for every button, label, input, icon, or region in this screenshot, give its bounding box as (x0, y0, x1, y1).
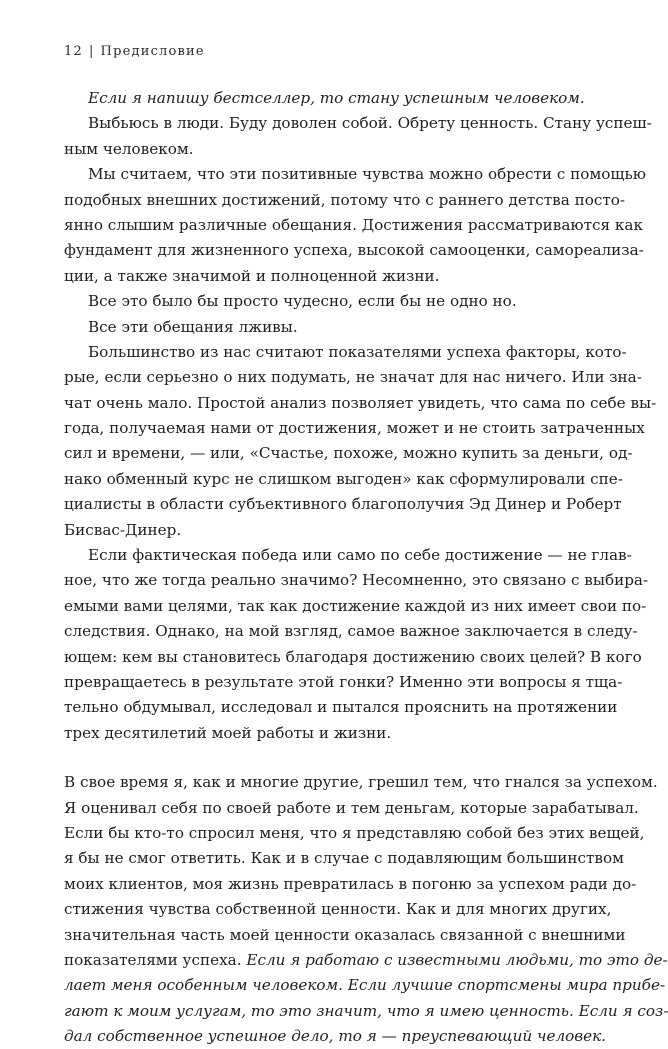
text-line: тельно обдумывал, исследовал и пытался прояснить на протяжении (64, 698, 618, 717)
text-line: Все это было бы просто чудесно, если бы не одно но. (88, 292, 517, 311)
text-line: Если фактическая победа или само по себе достижение — не глав- (88, 546, 632, 565)
text-line: Выбьюсь в люди. Буду доволен собой. Обрету ценность. Стану успеш- (88, 114, 652, 133)
text-line: дал собственное успешное дело, то я — преуспевающий человек. (64, 1027, 606, 1046)
text-line: В свое время я, как и многие другие, грешил тем, что гнался за успехом. (64, 773, 658, 792)
text-line: ции, а также значимой и полноценной жизни. (64, 266, 440, 285)
page-number: 12 (64, 44, 83, 59)
text-line: Если бы кто-то спросил меня, что я представляю собой без этих вещей, (64, 823, 645, 842)
text-line: Мы считаем, что эти позитивные чувства можно обрести с помощью (88, 165, 647, 184)
text-segment: показателями успеха. (64, 950, 247, 969)
text-line: следствия. Однако, на мой взгляд, самое важное заключается в следу- (64, 622, 638, 641)
text-line: циалисты в области субъективного благополучия Эд Динер и Роберт (64, 495, 622, 514)
body-text (64, 86, 668, 1049)
text-line: моих клиентов, моя жизнь превратилась в погоню за успехом ради до- (64, 874, 637, 893)
text-line: янно слышим различные обещания. Достижения рассматриваются как (64, 215, 643, 234)
text-line: ющем: кем вы становитесь благодаря достижению своих целей? В кого (64, 647, 642, 666)
text-line: Я оценивал себя по своей работе и тем деньгам, которые зарабатывал. (64, 798, 639, 817)
text-line: рые, если серьезно о них подумать, не значат для нас ничего. Или зна- (64, 368, 642, 387)
text-line: стижения чувства собственной ценности. Как и для многих других, (64, 900, 612, 919)
text-line (64, 948, 668, 973)
text-line: чат очень мало. Простой анализ позволяет увидеть, что сама по себе вы- (64, 393, 657, 412)
text-line: емыми вами целями, так как достижение каждой из них имеет свои по- (64, 596, 647, 615)
text-segment: Если я работаю с известными людьми, то это де- (246, 950, 668, 969)
text-line: лает меня особенным человеком. Если лучшие спортсмены мира прибе- (64, 976, 666, 995)
text-line: Бисвас-Динер. (64, 520, 182, 539)
section-title: Предисловие (100, 44, 205, 59)
header-separator: | (88, 44, 95, 59)
text-line: ным человеком. (64, 139, 194, 158)
text-line: нако обменный курс не слишком выгоден» как сформулировали спе- (64, 469, 623, 488)
text-line: превращаетесь в результате этой гонки? Именно эти вопросы я тща- (64, 672, 623, 691)
text-line: фундамент для жизненного успеха, высокой самооценки, самореализа- (64, 241, 644, 260)
text-line: я бы не смог ответить. Как и в случае с подавляющим большинством (64, 849, 624, 868)
text-line: трех десятилетий моей работы и жизни. (64, 723, 392, 742)
text-line: гают к моим услугам, то это значит, что я имею ценность. Если я соз- (64, 1001, 668, 1020)
text-line: Все эти обещания лживы. (88, 317, 298, 336)
running-head (64, 44, 205, 59)
section-break (64, 746, 608, 770)
text-line: Если я напишу бестселлер, то стану успешным человеком. (88, 89, 585, 107)
text-line: ное, что же тогда реально значимо? Несомненно, это связано с выбира- (64, 571, 649, 590)
text-line: значительная часть моей ценности оказалась связанной с внешними (64, 925, 626, 944)
text-line: Большинство из нас считают показателями успеха факторы, кото- (88, 342, 627, 361)
text-line: подобных внешних достижений, потому что с раннего детства посто- (64, 190, 626, 209)
text-line: сил и времени, — или, «Счастье, похоже, можно купить за деньги, од- (64, 444, 633, 463)
text-line: года, получаемая нами от достижения, может и не стоить затраченных (64, 419, 645, 438)
